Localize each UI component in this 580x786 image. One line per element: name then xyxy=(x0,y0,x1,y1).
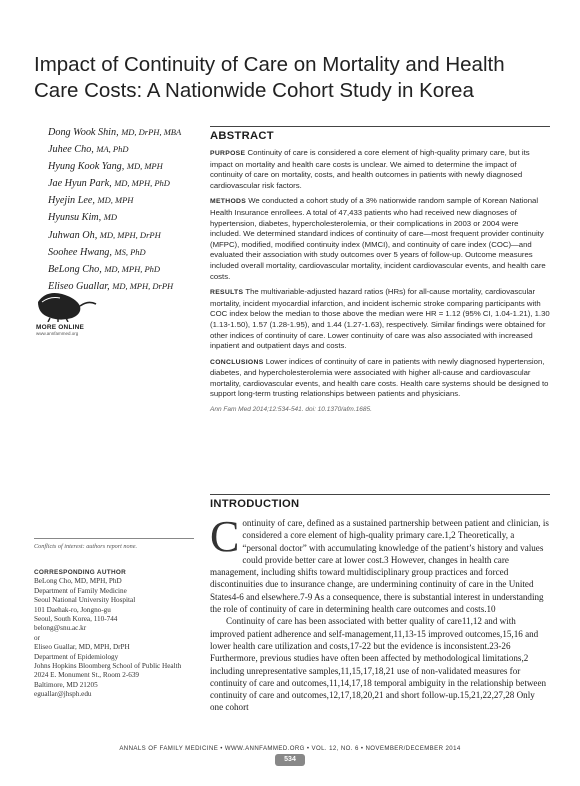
purpose-label: PURPOSE xyxy=(210,150,246,157)
correspondence-line: BeLong Cho, MD, MPH, PhD xyxy=(34,577,122,586)
more-online-label: MORE ONLINE xyxy=(36,324,85,331)
abstract-methods xyxy=(210,196,550,282)
methods-text: We conducted a cohort study of a 3% nationwide random sample of Korean National Health Insurance enrollees. A total of 47,433 patients who had received new diagnoses of hypertension, diabetes, hypercholesterolemia, or their complications in 2003 or 2004 were included. We determined standard indices of continuity of care—most frequent provider continuity (MFPC), modified, modified continuity index (MMCI), and continuity of care index (COC)—and evaluated their association with study outcomes over 5 years of follow-up. Outcome measures included overall mortality, cardiovascular mortality, incident cardiovascular events, and health care costs. xyxy=(210,196,546,281)
author-name: Juhee Cho, xyxy=(48,144,94,156)
mouse-icon xyxy=(36,288,98,322)
intro-paragraph-1-text: ontinuity of care, defined as a sustained partnership between patient and clinician, is considered a core element of high-quality primary care.1,2 Theoretically, a “personal doctor” with accumulating knowledge of the patient’s history and values could provide better care at lower cost.3 However, changes in health care management, including shifts toward multidisciplinary group practices and forced discontinuities due to insurance change, are undermining continuity of care in the United States4-6 and elsewhere.7-9 As a consequence, there is substantial interest in understanding the role of continuity of care in determining health care outcomes and costs.10 xyxy=(210,518,549,615)
correspondence-line: 2024 E. Monument St., Room 2-639 xyxy=(34,671,140,680)
author-degrees: MA, PhD xyxy=(96,144,129,155)
citation: Ann Fam Med 2014;12:534-541. doi: 10.1370/afm.1685. xyxy=(210,406,372,414)
author-list xyxy=(48,124,208,295)
author-name: Juhwan Oh, xyxy=(48,229,98,241)
correspondence-line: Baltimore, MD 21205 xyxy=(34,680,98,689)
introduction-heading: INTRODUCTION xyxy=(210,494,550,510)
correspondence-line: or xyxy=(34,633,40,642)
author-name: Jae Hyun Park, xyxy=(48,178,112,190)
correspondence-line: Johns Hopkins Bloomberg School of Public Health xyxy=(34,662,182,671)
author-degrees: MD, DrPH, MBA xyxy=(121,127,182,137)
journal-footer: ANNALS OF FAMILY MEDICINE • WWW.ANNFAMMED.ORG • VOL. 12, NO. 6 • NOVEMBER/DECEMBER 2014 xyxy=(119,745,461,752)
article-title: Impact of Continuity of Care on Mortality and Health Care Costs: A Nationwide Cohort Study in Korea xyxy=(34,53,505,102)
author-name: Eliseo Guallar, xyxy=(48,280,110,292)
purpose-text: Continuity of care is considered a core element of high-quality primary care, but its impact on mortality and health care costs is unclear. We aimed to determine the impact of continuity of care on mortality, costs, and health outcomes in patients with newly diagnosed cardiovascular risk factors. xyxy=(210,148,530,190)
correspondence-line: Department of Family Medicine xyxy=(34,586,127,595)
author-item xyxy=(48,261,208,278)
author-item xyxy=(48,158,208,175)
corresponding-author-lines xyxy=(34,577,204,699)
correspondence-line: Eliseo Guallar, MD, MPH, DrPH xyxy=(34,643,130,652)
author-item xyxy=(48,227,208,244)
journal-url[interactable]: www.annfammed.org xyxy=(36,331,79,336)
abstract-purpose xyxy=(210,148,550,191)
more-online-logo[interactable] xyxy=(36,288,116,336)
author-name: Hyejin Lee, xyxy=(48,195,95,207)
correspondence-line: Seoul, South Korea, 110-744 xyxy=(34,615,118,624)
author-item xyxy=(48,141,208,158)
results-label: RESULTS xyxy=(210,289,244,297)
conclusions-label: CONCLUSIONS xyxy=(210,358,264,366)
author-degrees: MD xyxy=(103,212,117,223)
correspondence-line: Department of Epidemiology xyxy=(34,652,119,661)
correspondence-line: 101 Daehak-ro, Jongno-gu xyxy=(34,605,111,614)
results-text: The multivariable-adjusted hazard ratios (HRs) for all-cause mortality, cardiovascular mortality, incident myocardial infarction, and incident ischemic stroke comparing participants with COC index below the median to those above the median were HR = 1.12 (95% CI, 1.04-1.21), 1.30 (1.13-1.50), 1.57 (1.28-1.95), and 1.44 (1.27-1.63), respectively. Similar findings were obtained for other indices of continuity of care. Lower continuity of care was also associated with increased inpatient and outpatient days and costs. xyxy=(210,287,550,351)
author-degrees: MD, MPH, DrPH xyxy=(99,229,161,240)
intro-paragraph xyxy=(210,512,550,615)
correspondence-line[interactable]: belong@snu.ac.kr xyxy=(34,624,87,633)
correspondence-line[interactable]: eguallar@jhsph.edu xyxy=(34,690,92,699)
drop-cap: C xyxy=(210,512,240,561)
abstract-results xyxy=(210,287,550,352)
correspondence-line: Seoul National University Hospital xyxy=(34,596,136,605)
author-item xyxy=(48,175,208,192)
author-degrees: MD, MPH, PhD xyxy=(104,263,161,274)
author-degrees: MD, MPH, PhD xyxy=(114,178,170,189)
author-degrees: MD, MPH xyxy=(97,195,134,206)
author-name: Hyung Kook Yang, xyxy=(48,161,125,173)
author-name: Dong Wook Shin, xyxy=(48,127,119,138)
author-degrees: MD, MPH xyxy=(126,161,163,172)
author-degrees: MD, MPH, DrPH xyxy=(112,280,174,291)
author-name: BeLong Cho, xyxy=(48,263,102,275)
introduction-body xyxy=(210,512,550,714)
methods-label: METHODS xyxy=(210,198,247,206)
author-name: Hyunsu Kim, xyxy=(48,212,102,224)
author-degrees: MS, PhD xyxy=(114,246,146,257)
conclusions-text: Lower indices of continuity of care in patients with newly diagnosed hypertension, diabetes, and hypercholesterolemia were associated with higher all-cause and cardiovascular mortality, cardiovascular events, and health care costs. Health care systems should be designed to support long-term trusting relationships between patients and physicians. xyxy=(210,356,549,399)
conflicts-of-interest: Conflicts of interest: authors report none. xyxy=(34,538,194,550)
author-item xyxy=(48,192,208,209)
intro-paragraph-2: Continuity of care has been associated with better quality of care11,12 and with improved patient adherence and self-management,11,13-15 improved outcomes,15,16 and lower health care utilization and costs,17-22 but the evidence is inconsistent.23-26 Furthermore, previous studies have often been affected by methodological limitations,2 including unrepresentative samples,11,15,17,18,21 use of non-validated measures for continuity of care and outcomes,11,14,17,18 temporal ambiguity in the relationship between continuity of care and outcomes,12,17,18,20,21 and short follow-up.15,21,22,27,28 Only one cohort xyxy=(210,616,547,713)
page-number: 534 xyxy=(275,754,305,766)
author-item xyxy=(48,124,208,141)
abstract-heading: ABSTRACT xyxy=(210,126,550,142)
abstract-conclusions xyxy=(210,357,550,400)
abstract-body xyxy=(210,148,550,416)
corresponding-author-block xyxy=(34,568,204,700)
author-name: Soohee Hwang, xyxy=(48,246,112,258)
author-item xyxy=(48,244,208,261)
corresponding-author-heading: CORRESPONDING AUTHOR xyxy=(34,569,127,576)
author-item xyxy=(48,209,208,226)
